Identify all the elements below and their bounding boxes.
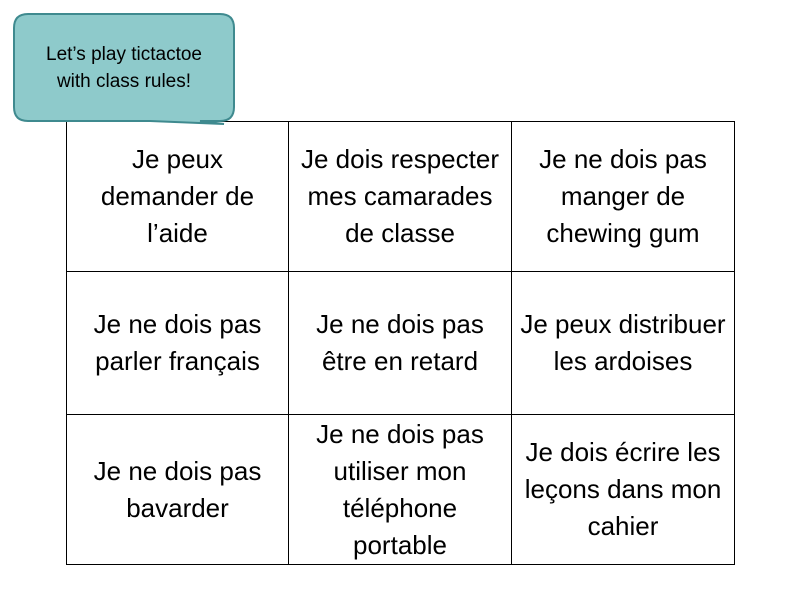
callout-line-1: Let’s play tictactoe bbox=[46, 43, 202, 65]
grid-cell-1-3[interactable]: Je ne dois pas manger de chewing gum bbox=[512, 122, 735, 272]
grid-row-1 bbox=[67, 122, 735, 272]
grid-cell-1-1[interactable]: Je peux demander de l’aide bbox=[67, 122, 289, 272]
grid-row-3 bbox=[67, 415, 735, 565]
speech-callout bbox=[0, 0, 260, 140]
callout-line-2: with class rules! bbox=[56, 70, 192, 92]
callout-text bbox=[14, 14, 234, 121]
grid-cell-2-1[interactable]: Je ne dois pas parler français bbox=[67, 272, 289, 415]
grid-cell-3-3[interactable]: Je dois écrire les leçons dans mon cahier bbox=[512, 415, 735, 565]
grid-cell-3-2[interactable]: Je ne dois pas utiliser mon téléphone portable bbox=[289, 415, 512, 565]
grid-cell-2-2[interactable]: Je ne dois pas être en retard bbox=[289, 272, 512, 415]
grid-cell-1-2[interactable]: Je dois respecter mes camarades de classe bbox=[289, 122, 512, 272]
grid-row-2 bbox=[67, 272, 735, 415]
tictactoe-grid bbox=[66, 121, 735, 565]
grid-cell-3-1[interactable]: Je ne dois pas bavarder bbox=[67, 415, 289, 565]
grid-cell-2-3[interactable]: Je peux distribuer les ardoises bbox=[512, 272, 735, 415]
